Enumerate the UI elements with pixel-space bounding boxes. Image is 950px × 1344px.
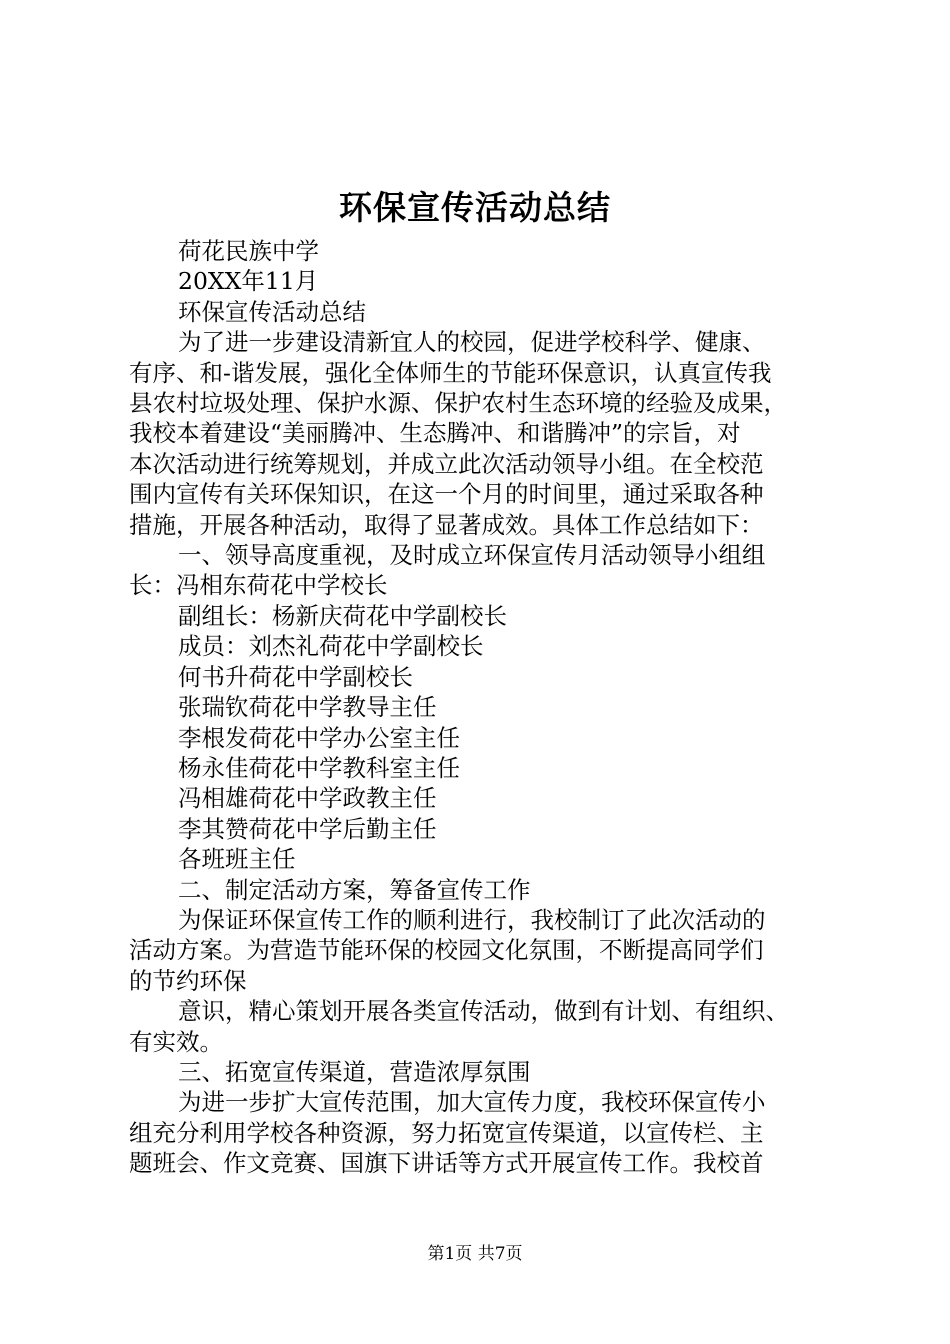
text-line: 题班会、作文竞赛、国旗下讲话等方式开展宣传工作。我校首	[129, 1149, 764, 1178]
member-line: 何书升荷花中学副校长	[178, 662, 413, 691]
document-date: 20XX年11月	[178, 267, 319, 296]
member-line: 各班班主任	[178, 845, 296, 874]
document-title: 环保宣传活动总结	[339, 188, 611, 227]
text-line: 为进一步扩大宣传范围，加大宣传力度，我校环保宣传小	[178, 1088, 766, 1117]
text-line: 活动方案。为营造节能环保的校园文化氛围，不断提高同学们	[129, 936, 764, 965]
section-heading: 三、拓宽宣传渠道，营造浓厚氛围	[178, 1057, 531, 1086]
text-line: 的节约环保	[129, 966, 247, 995]
text-line: 意识，精心策划开展各类宣传活动，做到有计划、有组织、	[178, 997, 789, 1026]
text-line: 组充分利用学校各种资源，努力拓宽宣传渠道，以宣传栏、主	[129, 1118, 764, 1147]
subtitle-line: 环保宣传活动总结	[178, 297, 366, 326]
text-line: 长：冯相东荷花中学校长	[129, 571, 388, 600]
text-line: 有序、和-谐发展，强化全体师生的节能环保意识，认真宣传我	[129, 358, 772, 387]
section-heading: 二、制定活动方案，筹备宣传工作	[178, 875, 531, 904]
text-line: 措施，开展各种活动，取得了显著成效。具体工作总结如下：	[129, 510, 764, 539]
text-line: 为了进一步建设清新宜人的校园，促进学校科学、健康、	[178, 328, 766, 357]
member-line: 成员：刘杰礼荷花中学副校长	[178, 632, 484, 661]
member-line: 李根发荷花中学办公室主任	[178, 723, 460, 752]
member-line: 杨永佳荷花中学教科室主任	[178, 753, 460, 782]
text-line: 我校本着建设“美丽腾冲、生态腾冲、和谐腾冲”的宗旨，对	[129, 419, 741, 448]
member-line: 张瑞钦荷花中学教导主任	[178, 693, 437, 722]
school-name: 荷花民族中学	[178, 237, 319, 265]
text-line: 本次活动进行统筹规划，并成立此次活动领导小组。在全校范	[129, 449, 764, 478]
member-line: 李其赞荷花中学后勤主任	[178, 814, 437, 843]
document-body	[129, 236, 837, 1179]
section-heading: 一、领导高度重视，及时成立环保宣传月活动领导小组组	[178, 541, 766, 570]
text-line: 县农村垃圾处理、保护水源、保护农村生态环境的经验及成果，	[129, 389, 787, 418]
text-line: 围内宣传有关环保知识，在这一个月的时间里，通过采取各种	[129, 480, 764, 509]
page-footer: 第1页 共7页	[427, 1244, 523, 1264]
member-line: 冯相雄荷花中学政教主任	[178, 784, 437, 813]
member-line: 副组长：杨新庆荷花中学副校长	[178, 601, 507, 630]
text-line: 为保证环保宣传工作的顺利进行，我校制订了此次活动的	[178, 905, 766, 934]
text-line: 有实效。	[129, 1027, 223, 1056]
